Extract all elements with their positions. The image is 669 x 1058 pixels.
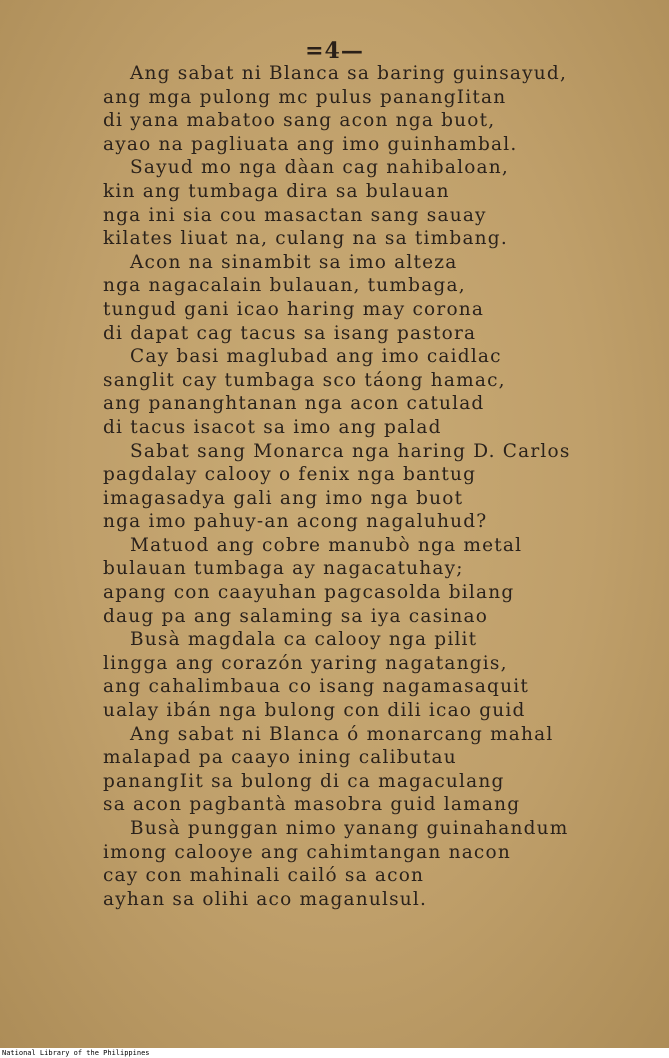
- verse-line: ang cahalimbaua co isang nagamasaquit: [103, 676, 529, 698]
- verse-line: di dapat cag tacus sa isang pastora: [103, 322, 477, 344]
- verse-line: Sabat sang Monarca nga haring D. Carlos: [130, 440, 571, 462]
- verse-line: Cay basi maglubad ang imo caidlac: [130, 346, 502, 368]
- verse-line: ang mga pulong mc pulus panangIitan: [103, 86, 507, 108]
- stanza: [0, 251, 669, 345]
- verse-line: imagasadya gali ang imo nga buot: [103, 487, 464, 509]
- poem-body: [0, 62, 669, 911]
- verse-line: Ang sabat ni Blanca ó monarcang mahal: [130, 723, 554, 745]
- verse-line: tungud gani icao haring may corona: [103, 298, 485, 320]
- verse-line: Sayud mo nga dàan cag nahibaloan,: [130, 157, 509, 179]
- verse-line: kilates liuat na, culang na sa timbang.: [103, 228, 508, 250]
- verse-line: imong calooye ang cahimtangan nacon: [103, 841, 511, 863]
- verse-line: lingga ang corazón yaring nagatangis,: [103, 652, 508, 674]
- stanza: [0, 628, 669, 722]
- stanza: [0, 156, 669, 250]
- verse-line: nga nagacalain bulauan, tumbaga,: [103, 275, 466, 297]
- verse-line: kin ang tumbaga dira sa bulauan: [103, 180, 450, 202]
- verse-line: apang con caayuhan pagcasolda bilang: [103, 582, 515, 604]
- footer-credit: National Library of the Philippines: [2, 1049, 150, 1057]
- stanza: [0, 817, 669, 911]
- verse-line: ayao na pagliuata ang imo guinhambal.: [103, 133, 518, 155]
- verse-line: nga ini sia cou masactan sang sauay: [103, 204, 487, 226]
- verse-line: sanglit cay tumbaga sco táong hamac,: [103, 369, 506, 391]
- footer-bar: [0, 1048, 669, 1058]
- verse-line: Busà punggan nimo yanang guinahandum: [130, 818, 569, 839]
- verse-line: ang pananghtanan nga acon catulad: [103, 393, 485, 415]
- stanza: [0, 62, 669, 156]
- verse-line: Matuod ang cobre manubò nga metal: [130, 534, 523, 556]
- stanza: [0, 534, 669, 628]
- verse-line: panangIit sa bulong di ca magaculang: [103, 770, 505, 792]
- verse-line: di yana mabatoo sang acon nga buot,: [103, 110, 496, 132]
- verse-line: cay con mahinali cailó sa acon: [103, 865, 425, 887]
- stanza: [0, 345, 669, 439]
- verse-line: ayhan sa olihi aco maganulsul.: [103, 888, 428, 910]
- verse-line: di tacus isacot sa imo ang palad: [103, 416, 442, 438]
- page-number: =4—: [305, 38, 364, 64]
- verse-line: malapad pa caayo ining calibutau: [103, 747, 457, 769]
- verse-line: sa acon pagbantà masobra guid lamang: [103, 794, 521, 816]
- verse-line: Ang sabat ni Blanca sa baring guinsayud,: [130, 63, 568, 84]
- verse-line: nga imo pahuy-an acong nagaluhud?: [103, 511, 488, 533]
- stanza: [0, 723, 669, 817]
- verse-line: pagdalay calooy o fenix nga bantug: [103, 464, 477, 486]
- verse-line: Busà magdala ca calooy nga pilit: [130, 629, 478, 651]
- stanza: [0, 440, 669, 534]
- verse-line: daug pa ang salaming sa iya casinao: [103, 605, 489, 627]
- verse-line: bulauan tumbaga ay nagacatuhay;: [103, 558, 464, 580]
- verse-line: ualay ibán nga bulong con dili icao guid: [103, 700, 526, 722]
- verse-line: Acon na sinambit sa imo alteza: [130, 251, 458, 273]
